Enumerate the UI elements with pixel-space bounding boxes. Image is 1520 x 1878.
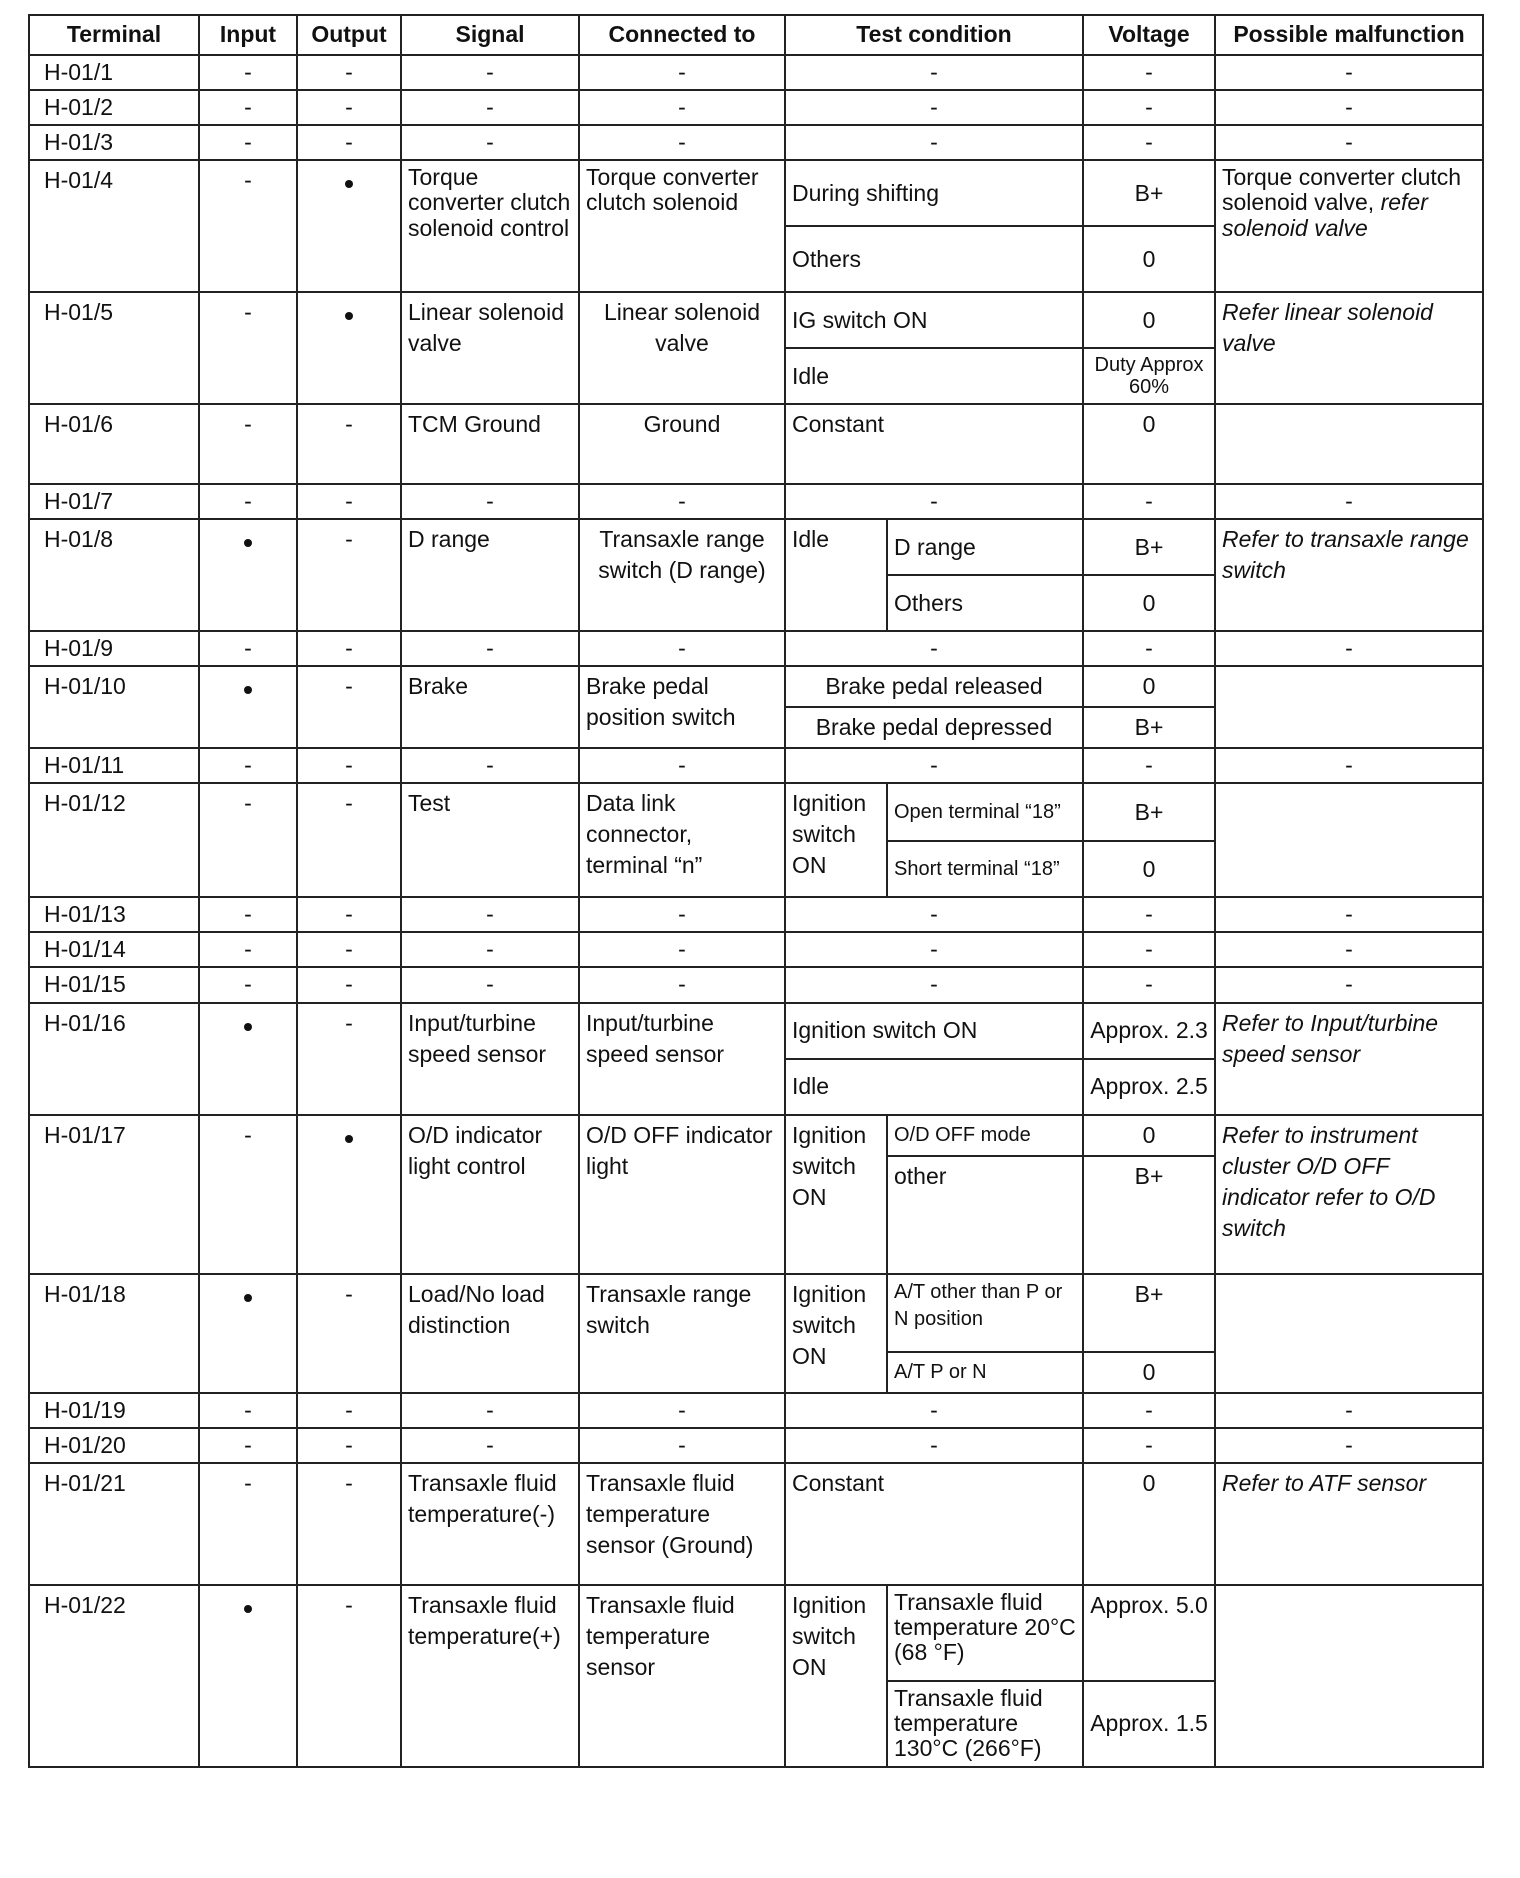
connected-cell: - (579, 631, 785, 666)
terminal-cell: H-01/12 (29, 783, 199, 897)
signal-cell: - (401, 967, 579, 1002)
signal-cell: Brake (401, 666, 579, 748)
malfunction-cell: - (1215, 1393, 1483, 1428)
header-output: Output (297, 15, 401, 55)
output-cell: - (297, 55, 401, 90)
signal-cell: - (401, 125, 579, 160)
condition-main-cell: Ignition switch ON (785, 1115, 887, 1274)
input-cell: - (199, 125, 297, 160)
table-row (29, 1115, 1483, 1156)
signal-cell: - (401, 1428, 579, 1463)
output-dot-icon (345, 312, 353, 320)
voltage-cell: - (1083, 55, 1215, 90)
terminal-cell: H-01/8 (29, 519, 199, 631)
connected-cell: Brake pedal position switch (579, 666, 785, 748)
condition-cell: - (785, 484, 1083, 519)
input-cell: - (199, 1115, 297, 1274)
table-row (29, 1585, 1483, 1681)
input-cell: - (199, 90, 297, 125)
signal-cell: - (401, 631, 579, 666)
table-row (29, 1463, 1483, 1585)
connected-cell: O/D OFF indicator light (579, 1115, 785, 1274)
malfunction-cell: Refer to transaxle range switch (1215, 519, 1483, 631)
header-voltage: Voltage (1083, 15, 1215, 55)
header-test-condition: Test condition (785, 15, 1083, 55)
table-row (29, 90, 1483, 125)
table-row (29, 748, 1483, 783)
input-cell (199, 1003, 297, 1115)
malfunction-cell (1215, 160, 1483, 292)
condition-main-cell: Ignition switch ON (785, 1585, 887, 1767)
input-cell: - (199, 404, 297, 484)
output-dot-icon (345, 1135, 353, 1143)
output-cell: - (297, 897, 401, 932)
output-cell (297, 1115, 401, 1274)
voltage-cell: 0 (1083, 666, 1215, 707)
voltage-cell: Duty Approx 60% (1083, 348, 1215, 404)
output-cell: - (297, 783, 401, 897)
table-row (29, 1393, 1483, 1428)
malfunction-cell: - (1215, 125, 1483, 160)
input-cell (199, 1274, 297, 1393)
connected-cell: Torque converter clutch solenoid (579, 160, 785, 292)
connected-cell: - (579, 932, 785, 967)
terminal-cell: H-01/13 (29, 897, 199, 932)
voltage-cell: - (1083, 484, 1215, 519)
input-cell: - (199, 160, 297, 292)
voltage-cell: 0 (1083, 575, 1215, 631)
input-cell: - (199, 292, 297, 404)
input-cell (199, 1585, 297, 1767)
voltage-cell: - (1083, 748, 1215, 783)
condition-cell: - (785, 1393, 1083, 1428)
terminal-table-sheet (28, 14, 1482, 1768)
condition-main-cell: Ignition switch ON (785, 1274, 887, 1393)
input-dot-icon (244, 1605, 252, 1613)
terminal-cell: H-01/3 (29, 125, 199, 160)
table-row (29, 55, 1483, 90)
input-cell: - (199, 55, 297, 90)
signal-cell: Input/turbine speed sensor (401, 1003, 579, 1115)
condition-cell: - (785, 967, 1083, 1002)
table-row (29, 125, 1483, 160)
signal-cell: - (401, 90, 579, 125)
malfunction-cell: - (1215, 90, 1483, 125)
condition-cell: IG switch ON (785, 292, 1083, 348)
signal-cell: Test (401, 783, 579, 897)
voltage-cell: 0 (1083, 404, 1215, 484)
malfunction-cell: - (1215, 932, 1483, 967)
signal-cell: O/D indicator light control (401, 1115, 579, 1274)
input-cell: - (199, 1393, 297, 1428)
voltage-cell: Approx. 2.5 (1083, 1059, 1215, 1115)
voltage-cell: - (1083, 1393, 1215, 1428)
terminal-cell: H-01/2 (29, 90, 199, 125)
table-row (29, 404, 1483, 484)
signal-cell: TCM Ground (401, 404, 579, 484)
table-row (29, 484, 1483, 519)
voltage-cell: 0 (1083, 841, 1215, 897)
condition-cell: Others (887, 575, 1083, 631)
input-cell: - (199, 967, 297, 1002)
voltage-cell: B+ (1083, 1156, 1215, 1274)
condition-cell: Others (785, 226, 1083, 292)
output-dot-icon (345, 180, 353, 188)
table-row (29, 932, 1483, 967)
terminal-cell: H-01/11 (29, 748, 199, 783)
output-cell: - (297, 967, 401, 1002)
malfunction-cell: Refer to Input/turbine speed sensor (1215, 1003, 1483, 1115)
terminal-cell: H-01/10 (29, 666, 199, 748)
table-row (29, 666, 1483, 707)
malfunction-cell: - (1215, 631, 1483, 666)
signal-cell: - (401, 932, 579, 967)
input-cell: - (199, 748, 297, 783)
table-row (29, 1003, 1483, 1059)
condition-cell: Open terminal “18” (887, 783, 1083, 841)
condition-cell: other (887, 1156, 1083, 1274)
condition-cell: A/T other than P or N position (887, 1274, 1083, 1352)
connected-cell: Transaxle range switch (579, 1274, 785, 1393)
voltage-cell: - (1083, 897, 1215, 932)
output-cell: - (297, 666, 401, 748)
condition-cell: Constant (785, 1463, 1083, 1585)
condition-cell: Ignition switch ON (785, 1003, 1083, 1059)
output-cell (297, 292, 401, 404)
header-terminal: Terminal (29, 15, 199, 55)
table-row (29, 967, 1483, 1002)
output-cell: - (297, 1393, 401, 1428)
connected-cell: - (579, 484, 785, 519)
malfunction-cell (1215, 666, 1483, 748)
terminal-cell: H-01/4 (29, 160, 199, 292)
voltage-cell: - (1083, 631, 1215, 666)
header-signal: Signal (401, 15, 579, 55)
input-cell: - (199, 1463, 297, 1585)
input-dot-icon (244, 1023, 252, 1031)
voltage-cell: B+ (1083, 707, 1215, 748)
input-cell: - (199, 783, 297, 897)
condition-cell: D range (887, 519, 1083, 575)
terminal-voltage-table (28, 14, 1484, 1768)
connected-cell: Transaxle fluid temperature sensor (579, 1585, 785, 1767)
malfunction-cell: - (1215, 967, 1483, 1002)
voltage-cell: - (1083, 932, 1215, 967)
voltage-cell: - (1083, 90, 1215, 125)
terminal-cell: H-01/9 (29, 631, 199, 666)
condition-cell: Idle (785, 1059, 1083, 1115)
output-cell: - (297, 748, 401, 783)
terminal-cell: H-01/5 (29, 292, 199, 404)
input-cell: - (199, 897, 297, 932)
condition-cell: - (785, 748, 1083, 783)
output-cell: - (297, 932, 401, 967)
header-connected-to: Connected to (579, 15, 785, 55)
connected-cell: - (579, 748, 785, 783)
connected-cell: Linear solenoid valve (579, 292, 785, 404)
condition-cell: O/D OFF mode (887, 1115, 1083, 1156)
header-possible-malfunction: Possible malfunction (1215, 15, 1483, 55)
input-cell (199, 666, 297, 748)
condition-main-cell: Ignition switch ON (785, 783, 887, 897)
voltage-cell: B+ (1083, 1274, 1215, 1352)
condition-cell: - (785, 55, 1083, 90)
output-cell: - (297, 1463, 401, 1585)
condition-cell: During shifting (785, 160, 1083, 226)
condition-cell: Short terminal “18” (887, 841, 1083, 897)
malfunction-cell: Refer linear solenoid valve (1215, 292, 1483, 404)
voltage-cell: B+ (1083, 160, 1215, 226)
connected-cell: - (579, 55, 785, 90)
condition-main-cell: Idle (785, 519, 887, 631)
malfunction-cell (1215, 1274, 1483, 1393)
input-cell: - (199, 484, 297, 519)
signal-cell: - (401, 897, 579, 932)
terminal-cell: H-01/22 (29, 1585, 199, 1767)
condition-cell: - (785, 631, 1083, 666)
condition-cell: Brake pedal released (785, 666, 1083, 707)
malfunction-text-a: Torque converter clutch solenoid valve, (1222, 164, 1462, 216)
signal-cell: D range (401, 519, 579, 631)
signal-cell: - (401, 55, 579, 90)
voltage-cell: B+ (1083, 519, 1215, 575)
output-cell: - (297, 90, 401, 125)
signal-cell: Load/No load distinction (401, 1274, 579, 1393)
output-cell: - (297, 1428, 401, 1463)
condition-cell: Brake pedal depressed (785, 707, 1083, 748)
terminal-cell: H-01/15 (29, 967, 199, 1002)
voltage-cell: 0 (1083, 226, 1215, 292)
signal-cell: - (401, 748, 579, 783)
connected-cell: Data link connector, terminal “n” (579, 783, 785, 897)
table-row (29, 631, 1483, 666)
condition-cell: Idle (785, 348, 1083, 404)
signal-cell: Transaxle fluid temperature(+) (401, 1585, 579, 1767)
condition-cell: Transaxle fluid temperature 20°C (68 °F) (887, 1585, 1083, 1681)
output-cell: - (297, 1585, 401, 1767)
table-row (29, 292, 1483, 348)
malfunction-cell: - (1215, 748, 1483, 783)
terminal-cell: H-01/6 (29, 404, 199, 484)
connected-cell: - (579, 897, 785, 932)
connected-cell: - (579, 125, 785, 160)
input-cell: - (199, 1428, 297, 1463)
voltage-cell: - (1083, 1428, 1215, 1463)
condition-cell: - (785, 90, 1083, 125)
output-cell: - (297, 519, 401, 631)
input-dot-icon (244, 686, 252, 694)
condition-cell: Constant (785, 404, 1083, 484)
malfunction-cell: Refer to ATF sensor (1215, 1463, 1483, 1585)
signal-cell: Linear solenoid valve (401, 292, 579, 404)
voltage-cell: 0 (1083, 1115, 1215, 1156)
condition-cell: - (785, 897, 1083, 932)
voltage-cell: 0 (1083, 1352, 1215, 1393)
output-cell: - (297, 484, 401, 519)
table-row (29, 519, 1483, 575)
terminal-cell: H-01/19 (29, 1393, 199, 1428)
connected-cell: - (579, 967, 785, 1002)
malfunction-text-b: refer solenoid valve (1222, 189, 1428, 241)
table-row (29, 1428, 1483, 1463)
terminal-cell: H-01/21 (29, 1463, 199, 1585)
connected-cell: - (579, 1393, 785, 1428)
connected-cell: - (579, 90, 785, 125)
connected-cell: Transaxle fluid temperature sensor (Ground) (579, 1463, 785, 1585)
terminal-cell: H-01/16 (29, 1003, 199, 1115)
connected-cell: - (579, 1428, 785, 1463)
table-row (29, 897, 1483, 932)
malfunction-cell (1215, 783, 1483, 897)
terminal-cell: H-01/7 (29, 484, 199, 519)
terminal-cell: H-01/20 (29, 1428, 199, 1463)
condition-cell: Transaxle fluid temperature 130°C (266°F) (887, 1681, 1083, 1767)
header-input: Input (199, 15, 297, 55)
condition-cell: - (785, 1428, 1083, 1463)
terminal-cell: H-01/18 (29, 1274, 199, 1393)
malfunction-cell: - (1215, 484, 1483, 519)
voltage-cell: Approx. 5.0 (1083, 1585, 1215, 1681)
signal-cell: - (401, 484, 579, 519)
output-cell: - (297, 631, 401, 666)
terminal-cell: H-01/1 (29, 55, 199, 90)
output-cell: - (297, 125, 401, 160)
terminal-cell: H-01/14 (29, 932, 199, 967)
output-cell (297, 160, 401, 292)
malfunction-cell: Refer to instrument cluster O/D OFF indicator refer to O/D switch (1215, 1115, 1483, 1274)
malfunction-cell (1215, 404, 1483, 484)
voltage-cell: - (1083, 125, 1215, 160)
condition-cell: A/T P or N (887, 1352, 1083, 1393)
input-cell: - (199, 932, 297, 967)
table-row (29, 160, 1483, 226)
input-dot-icon (244, 1294, 252, 1302)
condition-cell: - (785, 932, 1083, 967)
voltage-cell: 0 (1083, 1463, 1215, 1585)
input-cell (199, 519, 297, 631)
table-row (29, 1274, 1483, 1352)
voltage-cell: B+ (1083, 783, 1215, 841)
malfunction-cell: - (1215, 1428, 1483, 1463)
input-cell: - (199, 631, 297, 666)
voltage-cell: 0 (1083, 292, 1215, 348)
table-row (29, 783, 1483, 841)
malfunction-cell (1215, 1585, 1483, 1767)
condition-cell: - (785, 125, 1083, 160)
output-cell: - (297, 404, 401, 484)
output-cell: - (297, 1003, 401, 1115)
connected-cell: Transaxle range switch (D range) (579, 519, 785, 631)
signal-cell: Transaxle fluid temperature(-) (401, 1463, 579, 1585)
terminal-cell: H-01/17 (29, 1115, 199, 1274)
voltage-cell: Approx. 2.3 (1083, 1003, 1215, 1059)
signal-cell: - (401, 1393, 579, 1428)
malfunction-cell: - (1215, 55, 1483, 90)
header-row (29, 15, 1483, 55)
signal-cell: Torque converter clutch solenoid control (401, 160, 579, 292)
connected-cell: Input/turbine speed sensor (579, 1003, 785, 1115)
connected-cell: Ground (579, 404, 785, 484)
output-cell: - (297, 1274, 401, 1393)
malfunction-cell: - (1215, 897, 1483, 932)
voltage-cell: - (1083, 967, 1215, 1002)
input-dot-icon (244, 539, 252, 547)
voltage-cell: Approx. 1.5 (1083, 1681, 1215, 1767)
